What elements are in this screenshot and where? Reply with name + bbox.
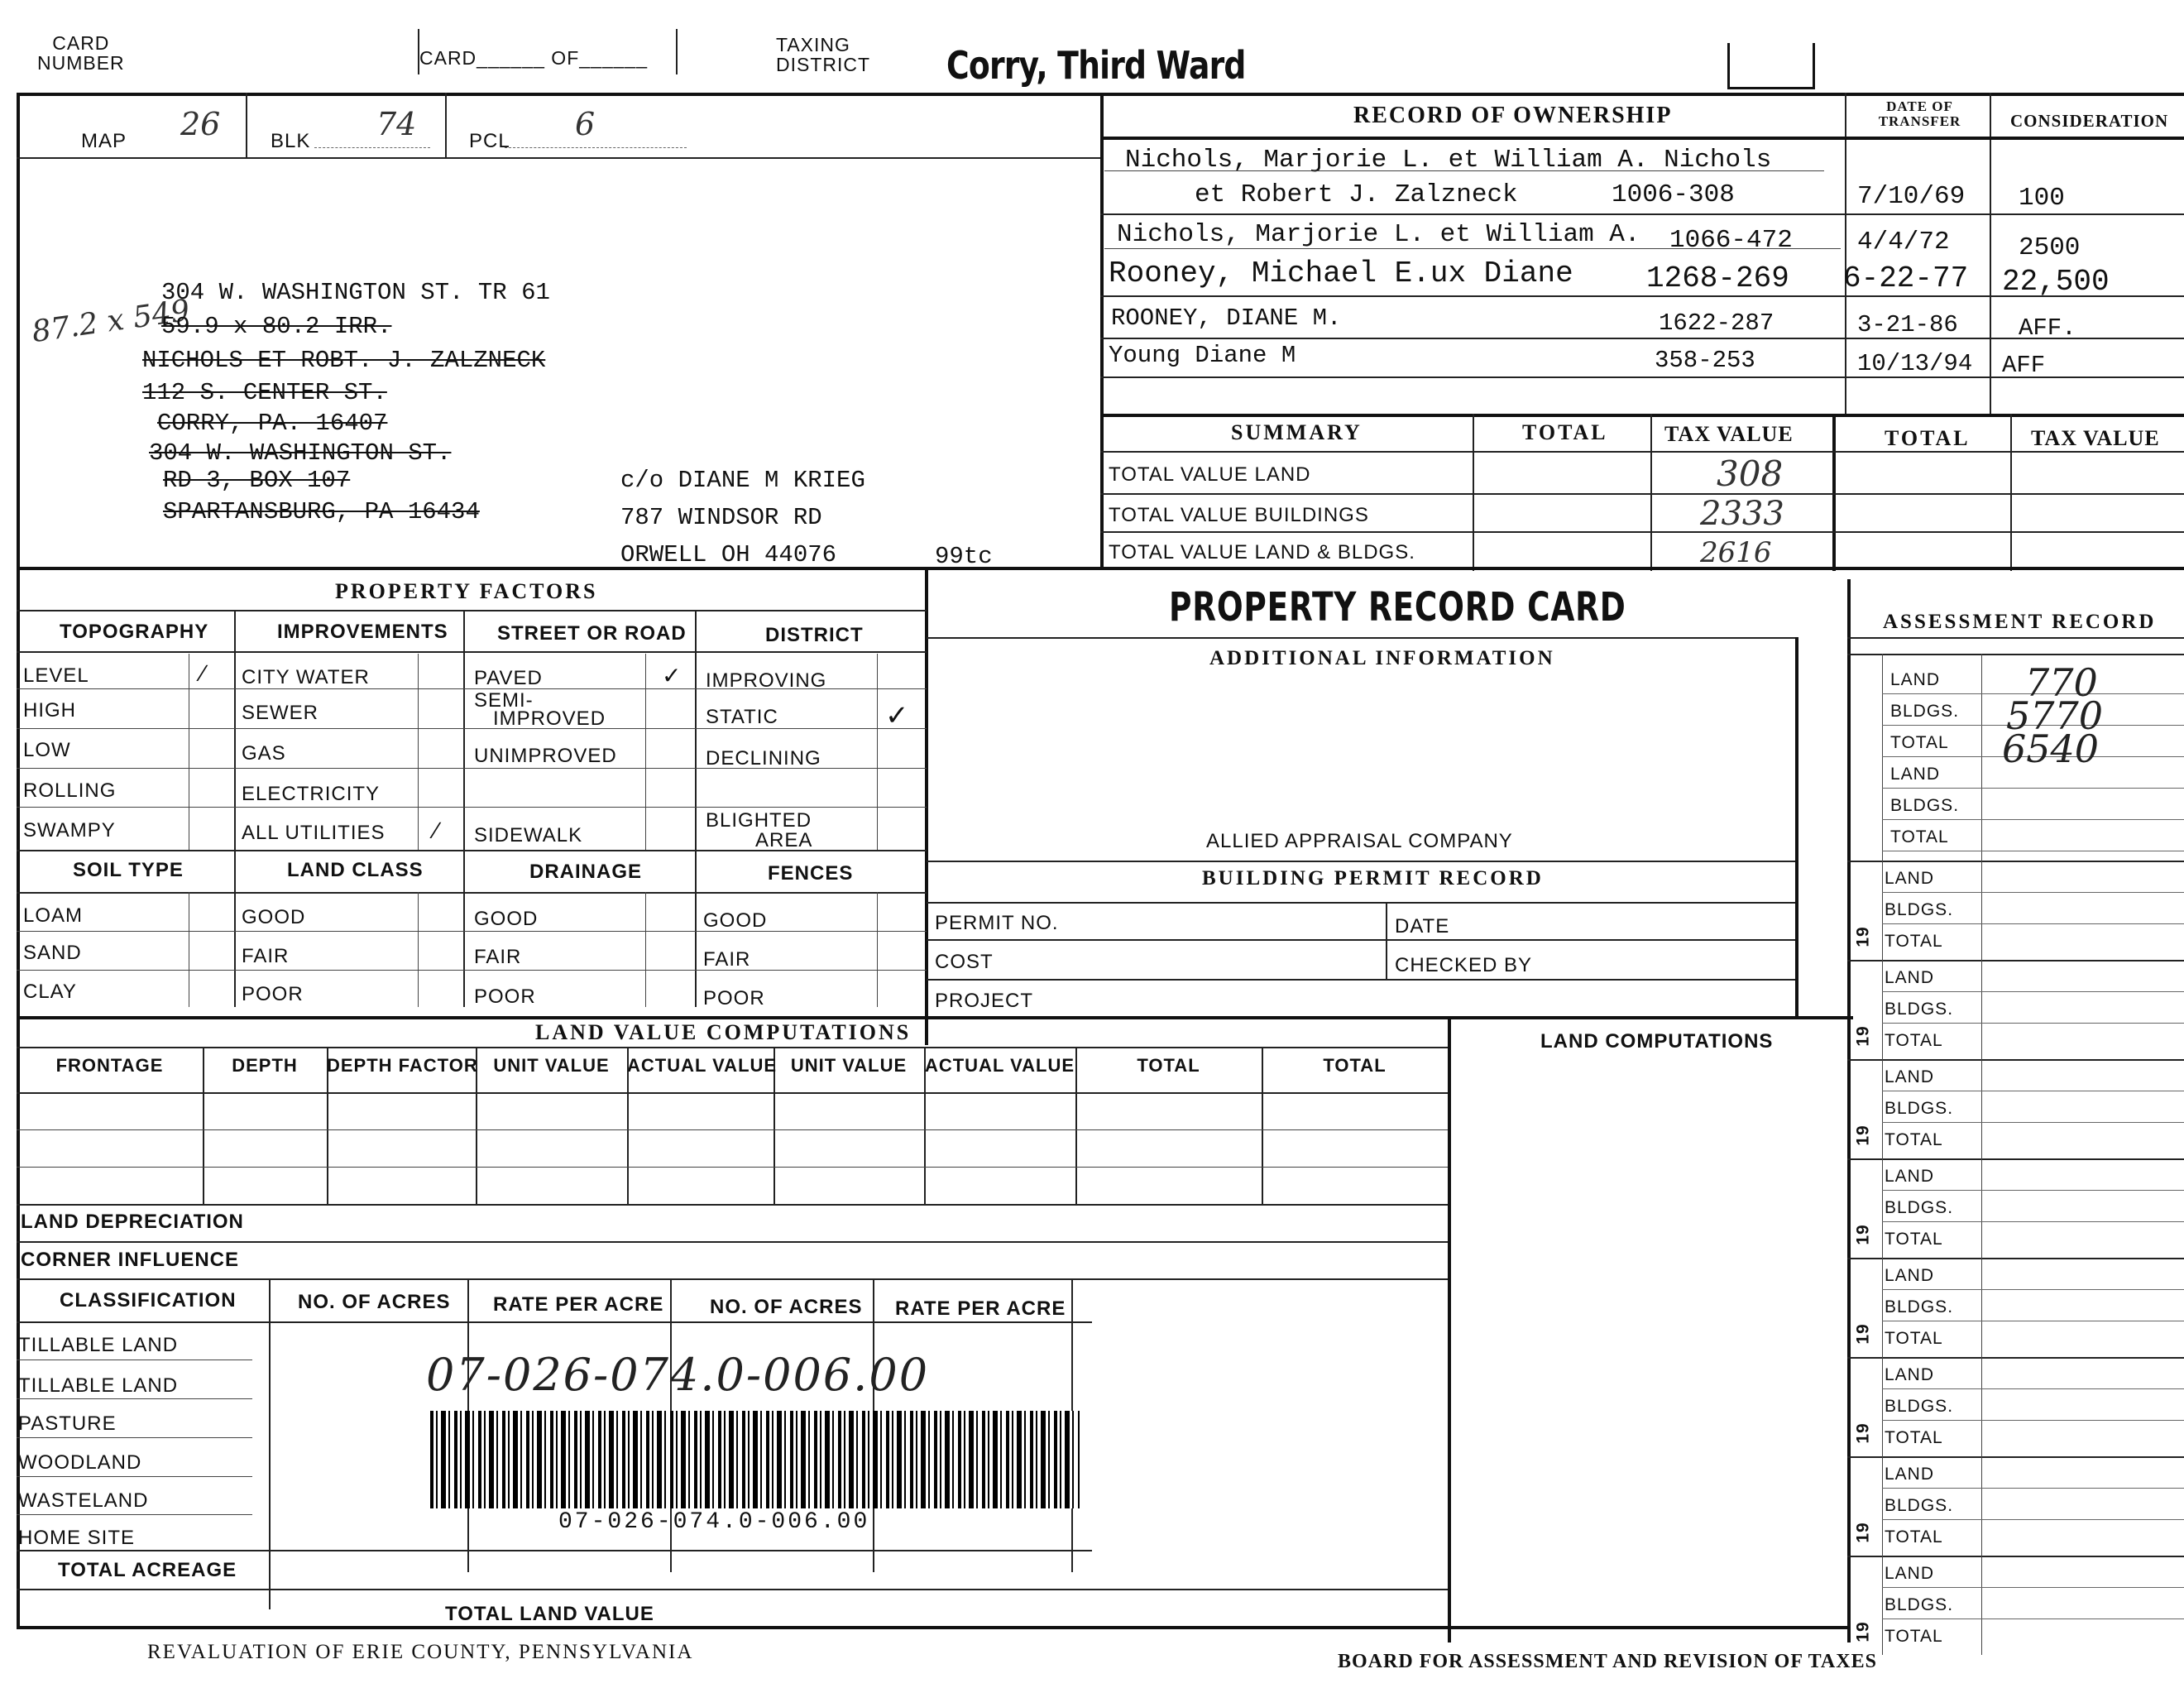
district-code-box	[1727, 43, 1815, 89]
lvc-header-0: FRONTAGE	[55, 1055, 164, 1076]
improv-electricity: ELECTRICITY	[242, 783, 381, 805]
permit-checked-by-label: CHECKED BY	[1395, 954, 1533, 976]
land-computations-label: LAND COMPUTATIONS	[1540, 1030, 1774, 1053]
property-record-card-title: PROPERTY RECORD CARD	[1169, 584, 1626, 631]
topo-low: LOW	[23, 739, 71, 761]
assessment-bldgs-label: BLDGS.	[1885, 900, 1954, 919]
district-improving: IMPROVING	[706, 669, 827, 692]
improv-all-utilities: ALL UTILITIES	[242, 822, 386, 844]
assessment-year-prefix: 19	[1853, 1224, 1873, 1245]
assessment-record-title: ASSESSMENT RECORD	[1883, 611, 2157, 633]
assessment-land-label: LAND	[1885, 1266, 1935, 1285]
owner-3-date: 6-22-77	[1843, 261, 1969, 295]
assessment-land-label: LAND	[1890, 765, 1941, 784]
address-line-1: 304 W. WASHINGTON ST. TR 61	[161, 279, 550, 306]
assessment-total-label: TOTAL	[1885, 1428, 1943, 1447]
assessment-land-label: LAND	[1890, 670, 1941, 689]
owner-1-date: 7/10/69	[1857, 182, 1966, 211]
assessment-land-label: LAND	[1885, 1465, 1935, 1484]
improv-gas: GAS	[242, 742, 286, 765]
parcel-barcode	[430, 1411, 1080, 1508]
ownership-title: RECORD OF OWNERSHIP	[1353, 103, 1673, 128]
assessment-bldgs-label: BLDGS.	[1885, 1000, 1954, 1019]
consideration-header: CONSIDERATION	[2010, 111, 2169, 131]
assessment-total-label: TOTAL	[1885, 1031, 1943, 1050]
owner-3-ref: 1268-269	[1646, 261, 1789, 295]
lvc-header-4: ACTUAL VALUE	[627, 1055, 778, 1076]
assessment-year-prefix: 19	[1853, 1422, 1873, 1444]
assessment-land-label: LAND	[1885, 1365, 1935, 1384]
lvc-header-3: UNIT VALUE	[493, 1055, 610, 1076]
class-woodland: WOODLAND	[18, 1451, 142, 1474]
district-blighted-area: BLIGHTED AREA	[706, 809, 813, 851]
assessment-land-label: LAND	[1885, 1564, 1935, 1583]
street-sidewalk: SIDEWALK	[474, 824, 583, 846]
assessment-bldgs-label: BLDGS.	[1885, 1297, 1954, 1316]
assessment-year-prefix: 19	[1853, 1522, 1873, 1543]
fences-header: FENCES	[768, 862, 854, 885]
assessment-year-prefix: 19	[1853, 1125, 1873, 1146]
assessment-total-label: TOTAL	[1885, 1130, 1943, 1149]
district-declining: DECLINING	[706, 747, 821, 770]
allied-appraisal-label: ALLIED APPRAISAL COMPANY	[1206, 830, 1513, 852]
assessment-bldgs-label: BLDGS.	[1885, 1099, 1954, 1118]
assessment-total-label: TOTAL	[1890, 827, 1949, 846]
fences-poor: POOR	[703, 987, 765, 1009]
assessment-land-label: LAND	[1885, 968, 1935, 987]
check-mark-icon: ∕	[434, 818, 438, 843]
assessment-total-label: TOTAL	[1885, 1230, 1943, 1249]
topography-header: TOPOGRAPHY	[60, 621, 209, 643]
address-line-2: 59.9 x 80.2 IRR.	[161, 313, 392, 340]
topo-rolling: ROLLING	[23, 779, 117, 802]
assessment-year-prefix: 19	[1853, 926, 1873, 947]
assessment-total-label: TOTAL	[1885, 932, 1943, 951]
soil-type-header: SOIL TYPE	[73, 859, 184, 881]
owner-1-name: Nichols, Marjorie L. et William A. Nichols	[1125, 146, 1772, 175]
blk-value: 74	[376, 106, 417, 142]
address-line-4: 112 S. CENTER ST.	[142, 379, 387, 406]
owner-2-date: 4/4/72	[1857, 228, 1950, 257]
topo-high: HIGH	[23, 699, 76, 722]
date-of-transfer-header: DATE OF TRANSFER	[1878, 98, 1961, 129]
owner-5-consideration: AFF	[2002, 352, 2046, 379]
summary-total-header-2: TOTAL	[1885, 426, 1971, 450]
assessment-bldgs-label: BLDGS.	[1890, 702, 1960, 721]
summary-buildings-label: TOTAL VALUE BUILDINGS	[1109, 504, 1369, 526]
assessment-total-label: TOTAL	[1885, 1527, 1943, 1547]
check-mark-icon: ✓	[662, 663, 682, 688]
lvc-header-8: TOTAL	[1323, 1055, 1387, 1076]
summary-buildings-tax: 2333	[1700, 495, 1784, 533]
classification-header: CLASSIFICATION	[60, 1289, 237, 1312]
assessment-bldgs-label: BLDGS.	[1885, 1198, 1954, 1217]
building-permit-title: BUILDING PERMIT RECORD	[1202, 867, 1544, 890]
parcel-number: 07-026-074.0-006.00	[426, 1349, 930, 1401]
assessment-land-label: LAND	[1885, 1167, 1935, 1186]
permit-cost-label: COST	[935, 951, 994, 973]
soil-sand: SAND	[23, 942, 82, 964]
taxing-district-value: Corry, Third Ward	[946, 43, 1246, 88]
pcl-value: 6	[575, 106, 596, 142]
taxing-district-label: TAXING DISTRICT	[776, 34, 871, 75]
owner-2-consideration: 2500	[2019, 233, 2081, 262]
street-paved: PAVED	[474, 667, 543, 689]
owner-4-date: 3-21-86	[1857, 311, 1958, 338]
permit-date-label: DATE	[1395, 915, 1450, 938]
total-acreage-label: TOTAL ACREAGE	[58, 1559, 237, 1581]
class-pasture: PASTURE	[18, 1412, 117, 1435]
improvements-header: IMPROVEMENTS	[277, 621, 448, 643]
assessment-total-label: TOTAL	[1885, 1627, 1943, 1646]
land-depreciation-label: LAND DEPRECIATION	[21, 1211, 244, 1233]
drainage-poor: POOR	[474, 985, 536, 1008]
summary-land-label: TOTAL VALUE LAND	[1109, 463, 1311, 486]
total-land-value-label: TOTAL LAND VALUE	[445, 1603, 654, 1625]
fences-fair: FAIR	[703, 948, 751, 971]
street-unimproved: UNIMPROVED	[474, 745, 617, 767]
landclass-good: GOOD	[242, 906, 306, 928]
district-header: DISTRICT	[765, 624, 864, 646]
improv-sewer: SEWER	[242, 702, 319, 724]
owner-3-consideration: 22,500	[2002, 265, 2110, 299]
street-semi-improved: SEMI- IMPROVED	[474, 689, 606, 730]
permit-project-label: PROJECT	[935, 990, 1034, 1012]
drainage-fair: FAIR	[474, 946, 522, 968]
class-wasteland: WASTELAND	[18, 1489, 149, 1512]
owner-4-ref: 1622-287	[1659, 309, 1774, 337]
owner-4-name: ROONEY, DIANE M.	[1111, 305, 1342, 332]
map-label: MAP	[81, 130, 127, 152]
assessment-year-prefix: 19	[1853, 1025, 1873, 1047]
address-line-5: CORRY, PA. 16407	[157, 410, 388, 437]
handwritten-dimensions: 87.2 x 549	[30, 293, 192, 350]
lvc-header-2: DEPTH FACTOR	[327, 1055, 478, 1076]
assessment-bldgs-label: BLDGS.	[1885, 1595, 1954, 1614]
summary-total-header: TOTAL	[1522, 420, 1608, 444]
assessment-hand-total: 6540	[2002, 727, 2100, 771]
footer-board: BOARD FOR ASSESSMENT AND REVISION OF TAXES	[1338, 1651, 1877, 1672]
assessment-land-label: LAND	[1885, 1067, 1935, 1086]
care-of-line-3: ORWELL OH 44076	[620, 541, 837, 568]
class-tillable-land-2: TILLABLE LAND	[18, 1374, 179, 1397]
owner-5-date: 10/13/94	[1857, 350, 1973, 377]
assessment-year-prefix: 19	[1853, 1621, 1873, 1642]
district-static: STATIC	[706, 706, 778, 728]
topo-level: LEVEL	[23, 664, 89, 687]
drainage-good: GOOD	[474, 908, 539, 930]
address-line-8: SPARTANSBURG, PA 16434	[163, 498, 480, 525]
address-code: 99tc	[935, 543, 993, 570]
permit-no-label: PERMIT NO.	[935, 912, 1059, 934]
pcl-label: PCL	[469, 130, 510, 152]
property-factors-title: PROPERTY FACTORS	[335, 579, 598, 603]
fences-good: GOOD	[703, 909, 768, 932]
check-mark-icon: ✓	[885, 700, 909, 731]
owner-5-ref: 358-253	[1655, 347, 1755, 374]
summary-tax-value-header: TAX VALUE	[1664, 422, 1794, 446]
land-class-header: LAND CLASS	[287, 859, 424, 881]
soil-loam: LOAM	[23, 904, 84, 927]
lvc-header-5: UNIT VALUE	[790, 1055, 908, 1076]
owner-1-ref: 1006-308	[1612, 180, 1735, 209]
class-tillable-land-1: TILLABLE LAND	[18, 1334, 179, 1356]
assessment-bldgs-label: BLDGS.	[1890, 796, 1960, 815]
class-home-site: HOME SITE	[18, 1527, 136, 1549]
address-line-7: RD 3, BOX 107	[163, 467, 351, 494]
no-of-acres-header-2: NO. OF ACRES	[710, 1296, 863, 1318]
landclass-poor: POOR	[242, 983, 304, 1005]
street-header: STREET OR ROAD	[497, 622, 687, 645]
owner-3-name: Rooney, Michael E.ux Diane	[1109, 257, 1573, 290]
additional-information-label: ADDITIONAL INFORMATION	[1209, 647, 1555, 669]
address-line-3: NICHOLS ET ROBT. J. ZALZNECK	[142, 347, 546, 374]
land-value-computations-title: LAND VALUE COMPUTATIONS	[535, 1020, 912, 1044]
summary-title: SUMMARY	[1231, 420, 1363, 444]
lvc-header-1: DEPTH	[232, 1055, 298, 1076]
rate-per-acre-header: RATE PER ACRE	[493, 1293, 664, 1316]
assessment-bldgs-label: BLDGS.	[1885, 1397, 1954, 1416]
assessment-total-label: TOTAL	[1885, 1329, 1943, 1348]
barcode-text: 07-026-074.0-006.00	[558, 1509, 870, 1527]
summary-land-bldgs-tax: 2616	[1700, 536, 1772, 569]
check-mark-icon: ∕	[201, 660, 205, 686]
assessment-bldgs-label: BLDGS.	[1885, 1496, 1954, 1515]
owner-1-consideration: 100	[2019, 184, 2065, 213]
assessment-total-label: TOTAL	[1890, 733, 1949, 752]
card-of-label: CARD______ OF______	[419, 47, 648, 69]
no-of-acres-header: NO. OF ACRES	[298, 1291, 451, 1313]
topo-swampy: SWAMPY	[23, 819, 116, 842]
owner-5-name: Young Diane M	[1109, 342, 1296, 369]
improv-city-water: CITY WATER	[242, 666, 370, 688]
summary-land-bldgs-label: TOTAL VALUE LAND & BLDGS.	[1109, 541, 1415, 563]
lvc-header-7: TOTAL	[1137, 1055, 1200, 1076]
card-number-label: CARD NUMBER	[37, 32, 125, 74]
assessment-hand-bldgs: 5770	[2006, 693, 2104, 738]
owner-2-name: Nichols, Marjorie L. et William A.	[1117, 220, 1640, 249]
lvc-header-6: ACTUAL VALUE	[924, 1055, 1075, 1076]
summary-land-tax: 308	[1717, 453, 1784, 494]
rate-per-acre-header-2: RATE PER ACRE	[895, 1297, 1066, 1320]
assessment-hand-land: 770	[2025, 660, 2098, 705]
assessment-land-label: LAND	[1885, 869, 1935, 888]
address-line-6: 304 W. WASHINGTON ST.	[149, 439, 452, 467]
summary-tax-value-header-2: TAX VALUE	[2031, 426, 2160, 450]
map-value: 26	[180, 106, 221, 142]
owner-1-name2: et Robert J. Zalzneck	[1195, 180, 1518, 209]
footer-revaluation: REVALUATION OF ERIE COUNTY, PENNSYLVANIA	[147, 1641, 694, 1663]
owner-4-consideration: AFF.	[2019, 314, 2076, 342]
care-of-line-2: 787 WINDSOR RD	[620, 504, 822, 531]
blk-label: BLK	[271, 130, 311, 152]
soil-clay: CLAY	[23, 981, 77, 1003]
owner-2-ref: 1066-472	[1669, 226, 1793, 255]
drainage-header: DRAINAGE	[529, 861, 643, 883]
corner-influence-label: CORNER INFLUENCE	[21, 1249, 240, 1271]
care-of-line-1: c/o DIANE M KRIEG	[620, 467, 865, 494]
assessment-year-prefix: 19	[1853, 1323, 1873, 1345]
landclass-fair: FAIR	[242, 945, 290, 967]
